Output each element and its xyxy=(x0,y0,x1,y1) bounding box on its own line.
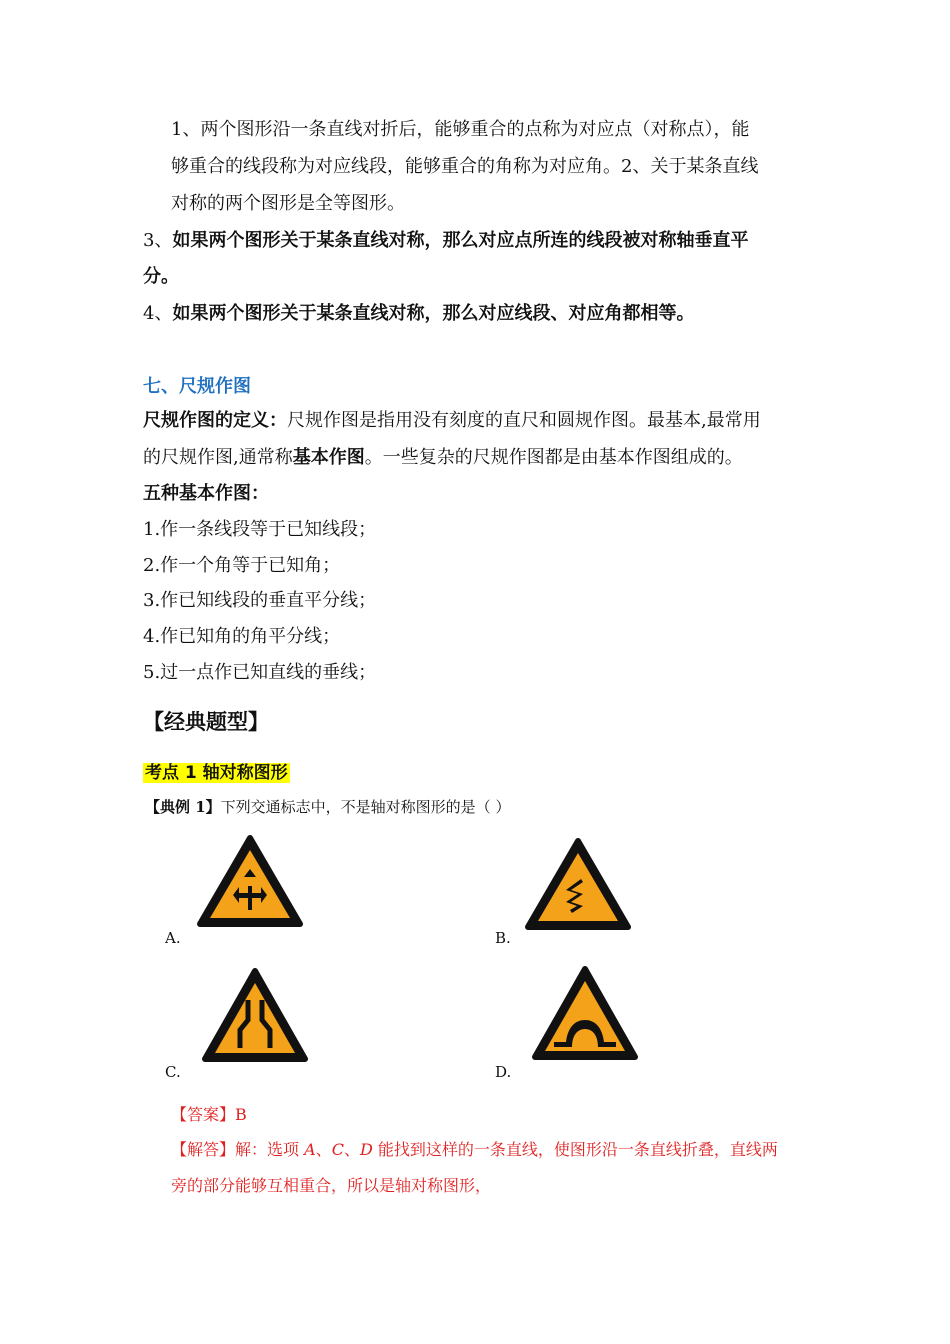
solution-option-c: C xyxy=(331,1140,344,1159)
example-1 xyxy=(145,796,510,817)
example-question: 下列交通标志中，不是轴对称图形的是（ ） xyxy=(220,798,511,816)
option-c-label: C. xyxy=(165,1063,181,1081)
definition-text-2a: 的尺规作图,通常称 xyxy=(143,447,293,468)
definition-line-2 xyxy=(143,439,743,476)
construction-item: 3.作已知线段的垂直平分线； xyxy=(143,590,377,611)
definition-text-2b: 。一些复杂的尺规作图都是由基本作图组成的。 xyxy=(364,447,743,468)
property-line-2: 够重合的线段称为对应线段，能够重合的角称为对应角。2、关于某条直线 xyxy=(171,156,759,177)
definition-line-1 xyxy=(143,402,761,439)
construction-item: 4.作已知角的角平分线； xyxy=(143,626,341,647)
property-4-number: 4、 xyxy=(143,303,173,324)
solution-option-a: A xyxy=(304,1140,316,1159)
property-4-text: 如果两个图形关于某条直线对称，那么对应线段、对应角都相等。 xyxy=(172,303,695,324)
classic-heading: 【经典题型】 xyxy=(143,710,269,734)
solution-sep-2: 、 xyxy=(343,1140,360,1159)
property-3-number: 3、 xyxy=(143,230,173,251)
solution-text-1b: 能找到这样的一条直线，使图形沿一条直线折叠，直线两 xyxy=(372,1140,778,1159)
property-3-line-2: 分。 xyxy=(143,266,179,287)
solution-text-1a: 解：选项 xyxy=(235,1140,305,1159)
property-line-1: 1、两个图形沿一条直线对折后，能够重合的点称为对应点（对称点），能 xyxy=(171,119,750,140)
traffic-sign-d[interactable] xyxy=(532,966,638,1062)
construction-item: 5.过一点作已知直线的垂线； xyxy=(143,662,377,683)
definition-text-1: 尺规作图是指用没有刻度的直尺和圆规作图。最基本,最常用 xyxy=(287,410,761,431)
construction-item: 2.作一个角等于已知角； xyxy=(143,555,341,576)
kaodian-highlight: 考点 1 轴对称图形 xyxy=(145,763,288,783)
kaodian-label xyxy=(143,758,290,783)
solution-line-1 xyxy=(171,1137,778,1160)
traffic-sign-c[interactable] xyxy=(202,968,308,1064)
option-a-label: A. xyxy=(165,929,181,947)
solution-label: 【解答】 xyxy=(171,1140,236,1159)
example-label: 【典例 1】 xyxy=(145,798,221,816)
solution-option-d: D xyxy=(359,1140,373,1159)
property-3-line-1 xyxy=(143,222,748,259)
property-3-text: 如果两个图形关于某条直线对称，那么对应点所连的线段被对称轴垂直平 xyxy=(172,230,749,251)
answer xyxy=(171,1102,247,1125)
traffic-sign-b[interactable] xyxy=(525,838,631,932)
option-d-label: D. xyxy=(495,1063,512,1081)
section-7-title: 七、尺规作图 xyxy=(143,376,251,397)
solution-sep-1: 、 xyxy=(315,1140,332,1159)
construction-item: 1.作一条线段等于已知线段； xyxy=(143,519,377,540)
definition-label: 尺规作图的定义： xyxy=(143,410,287,431)
definition-bold: 基本作图 xyxy=(292,447,365,468)
property-4 xyxy=(143,295,694,332)
solution-line-2: 旁的部分能够互相重合，所以是轴对称图形， xyxy=(171,1176,492,1195)
answer-label: 【答案】 xyxy=(171,1105,236,1124)
traffic-sign-a[interactable] xyxy=(197,835,303,929)
five-constructions-label: 五种基本作图： xyxy=(143,483,269,504)
option-b-label: B. xyxy=(495,929,511,947)
property-line-3: 对称的两个图形是全等图形。 xyxy=(171,193,405,214)
answer-value: B xyxy=(235,1105,247,1124)
